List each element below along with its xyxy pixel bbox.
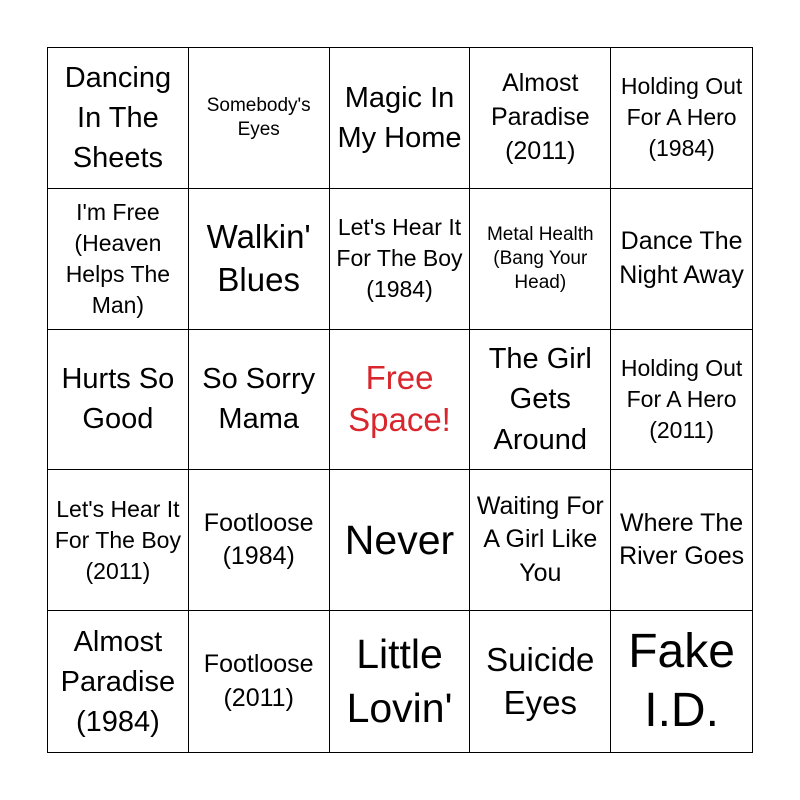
bingo-cell-r3c2[interactable]: So Sorry Mama — [189, 330, 330, 471]
bingo-cell-r2c1[interactable]: I'm Free (Heaven Helps The Man) — [48, 189, 189, 330]
bingo-cell-r5c2[interactable]: Footloose (2011) — [189, 611, 330, 752]
bingo-cell-r4c3[interactable]: Never — [330, 470, 471, 611]
bingo-cell-r3c4[interactable]: The Girl Gets Around — [470, 330, 611, 471]
free-space-cell[interactable]: Free Space! — [330, 330, 471, 471]
bingo-card — [47, 47, 753, 753]
bingo-cell-r4c5[interactable]: Where The River Goes — [611, 470, 752, 611]
bingo-cell-r1c5[interactable]: Holding Out For A Hero (1984) — [611, 48, 752, 189]
bingo-cell-r4c1[interactable]: Let's Hear It For The Boy (2011) — [48, 470, 189, 611]
bingo-cell-r2c2[interactable]: Walkin' Blues — [189, 189, 330, 330]
bingo-cell-r4c2[interactable]: Footloose (1984) — [189, 470, 330, 611]
bingo-cell-r5c4[interactable]: Suicide Eyes — [470, 611, 611, 752]
bingo-cell-r5c5[interactable]: Fake I.D. — [628, 625, 735, 737]
bingo-cell-r2c3[interactable]: Let's Hear It For The Boy (1984) — [330, 189, 471, 330]
bingo-cell-r1c3[interactable]: Magic In My Home — [330, 48, 471, 189]
bingo-cell-r1c2[interactable]: Somebody's Eyes — [189, 48, 330, 189]
bingo-cell-r5c1[interactable]: Almost Paradise (1984) — [48, 611, 189, 752]
bingo-cell-r2c5[interactable]: Dance The Night Away — [611, 189, 752, 330]
bingo-cell-r3c1[interactable]: Hurts So Good — [48, 330, 189, 471]
bingo-cell-r2c4[interactable]: Metal Health (Bang Your Head) — [470, 189, 611, 330]
bingo-grid — [48, 48, 752, 752]
bingo-cell-r3c5[interactable]: Holding Out For A Hero (2011) — [611, 330, 752, 471]
bingo-cell-r4c4[interactable]: Waiting For A Girl Like You — [470, 470, 611, 611]
bingo-cell-r1c4[interactable]: Almost Paradise (2011) — [470, 48, 611, 189]
bingo-cell-r5c3[interactable]: Little Lovin' — [330, 611, 471, 752]
bingo-cell-r1c1[interactable]: Dancing In The Sheets — [48, 48, 189, 189]
